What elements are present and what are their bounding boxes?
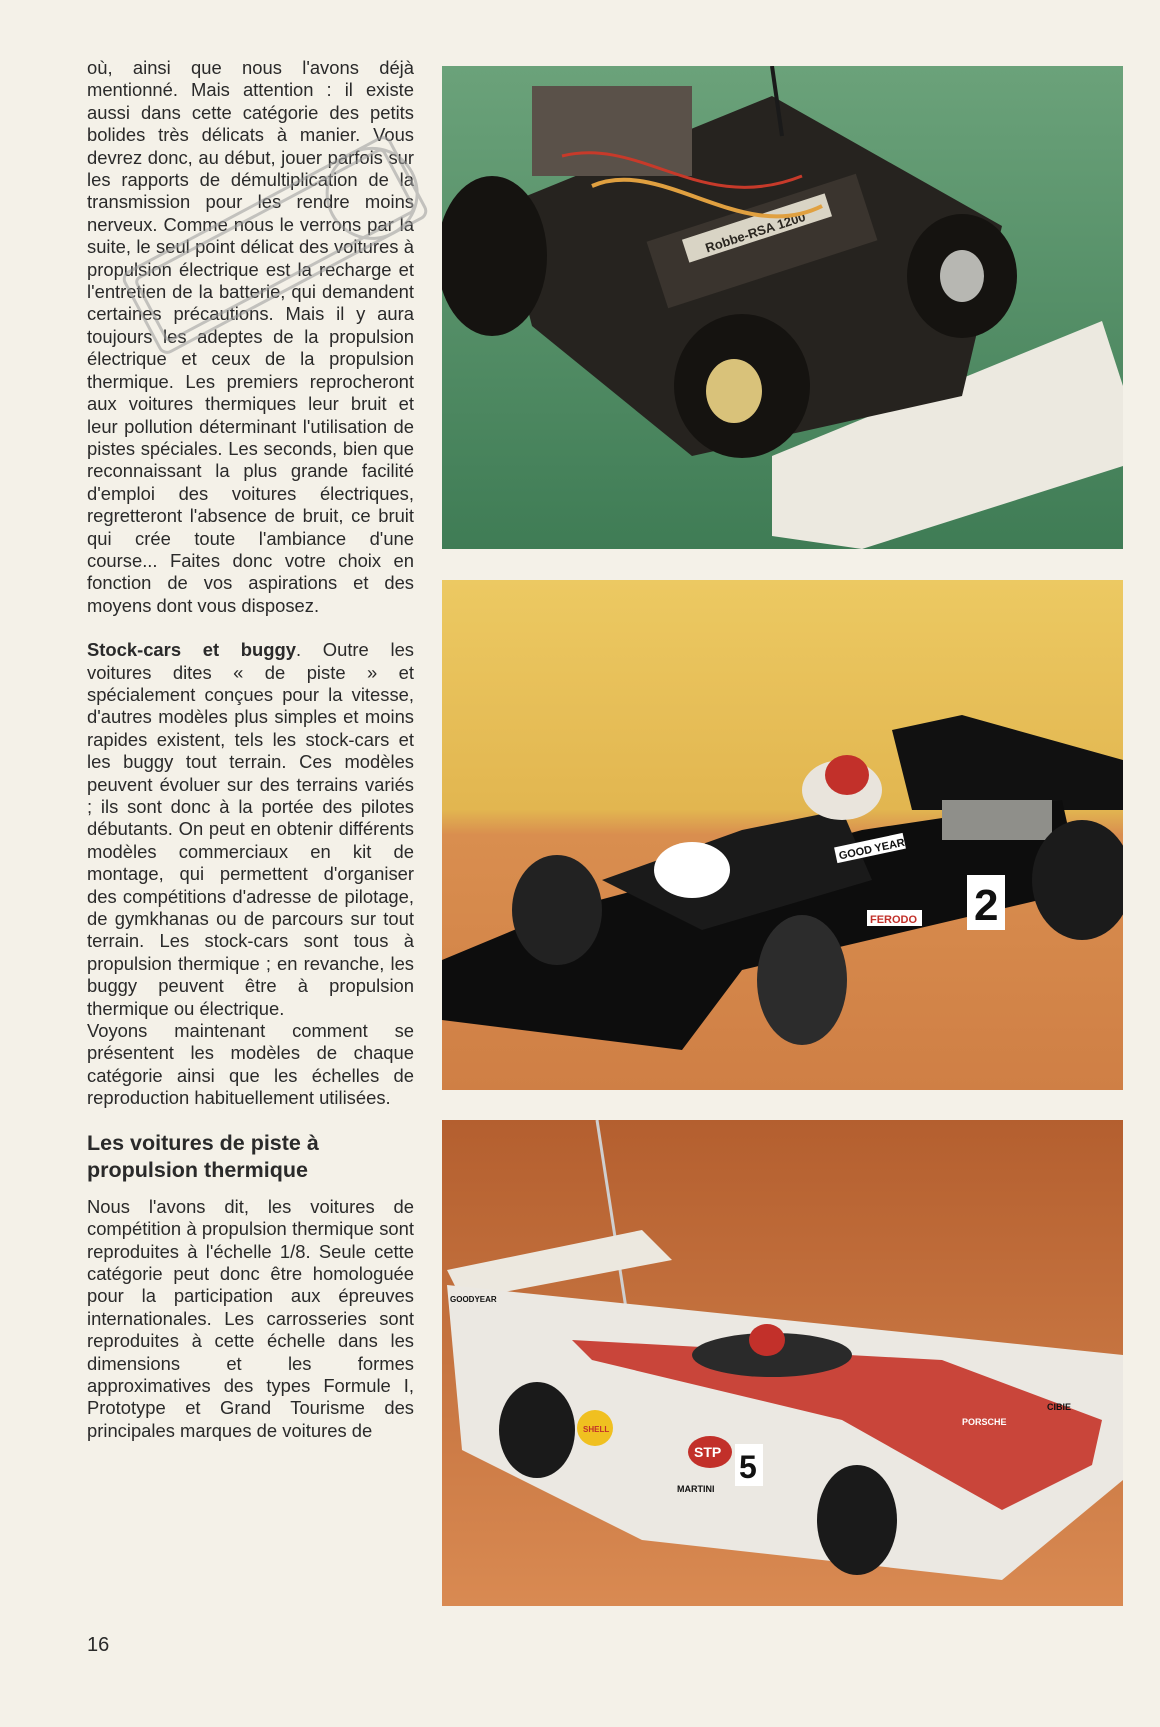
photo-formula-car <box>442 580 1123 1090</box>
body-paragraph: Nous l'avons dit, les voitures de compétition à propulsion thermique sont reproduites à l'échelle 1/8. Seule cette catégorie peut donc être homologuée pour la participation aux épreuves internationales. Les carrosseries sont reproduites à cette échelle dans les dimensions et les formes approximatives des types Formule I, Prototype et Grand Tourisme des principales marques de voitures de <box>87 1195 414 1441</box>
page-number: 16 <box>87 1634 110 1656</box>
race-number: 5 <box>739 1449 757 1485</box>
body-paragraph: où, ainsi que nous l'avons déjà mentionné. Mais attention : il existe aussi dans cette catégorie des petits bolides très délicats à manier. Vous devrez donc, au début, jouer parfois sur les rapports de démultiplication de la transmission pour les rendre moins nerveux. Comme nous le verrons par la suite, le seul point délicat des voitures à propulsion électrique est la recharge et l'entretien de la batterie, qui demandent certaines précautions. Mais il y aura toujours les adeptes de la propulsion électrique et ceux de la propulsion thermique. Les premiers reprocheront aux voitures thermiques leur bruit et leur pollution déterminant l'utilisation de pistes spéciales. Les seconds, bien que reconnaissant la plus grande facilité d'emploi des voitures électriques, regretteront l'absence de bruit, ce bruit qui crée toute l'ambiance d'une course... Faites donc votre choix en fonction de vos aspirations et des moyens dont vous disposez. <box>87 57 414 616</box>
photo-rc-chassis <box>442 66 1123 549</box>
paragraph-body: . Outre les voitures dites « de piste » et spécialement conçues pour la vitesse, d'autres modèles plus simples et moins rapides existent, tels les stock-cars et les buggy tout terrain. Ces modèles peuvent évoluer sur des terrains variés ; ils sont donc à la portée des pilotes débutants. On peut en obtenir différents modèles commerciaux en kit de montage, qui permettent d'organiser des compétitions d'adresse de pilotage, de gymkhanas ou de parcours sur tout terrain. Les stock-cars sont tous à propulsion thermique ; en revanche, les buggy peuvent être à propulsion thermique ou électrique. <box>87 639 414 1019</box>
formula-car-image <box>442 580 1123 1090</box>
prototype-car-image <box>442 1120 1123 1606</box>
martini-decal: MARTINI <box>677 1484 715 1494</box>
rc-chassis-image <box>442 66 1123 549</box>
shell-decal: SHELL <box>583 1425 610 1434</box>
cibie-decal: CIBIE <box>1047 1402 1072 1412</box>
goodyear-decal: GOODYEAR <box>450 1295 497 1304</box>
photo-prototype-car <box>442 1120 1123 1606</box>
goodyear-decal: GOOD YEAR <box>837 836 906 863</box>
porsche-decal: PORSCHE <box>962 1417 1007 1427</box>
section-heading: Les voitures de piste à propulsion thermique <box>87 1130 319 1182</box>
text-column <box>87 57 414 1442</box>
race-number: 2 <box>974 881 999 930</box>
paragraph-lead-in: Stock-cars et buggy <box>87 639 296 661</box>
body-paragraph: Voyons maintenant comment se présentent les modèles de chaque catégorie ainsi que les échelles de reproduction habituellement utilisées. <box>87 1020 414 1109</box>
body-paragraph <box>87 639 414 1020</box>
ferodo-decal: FERODO <box>870 914 918 926</box>
stp-decal: STP <box>694 1444 722 1460</box>
chassis-label: Robbe-RSA 1200 <box>703 208 808 256</box>
